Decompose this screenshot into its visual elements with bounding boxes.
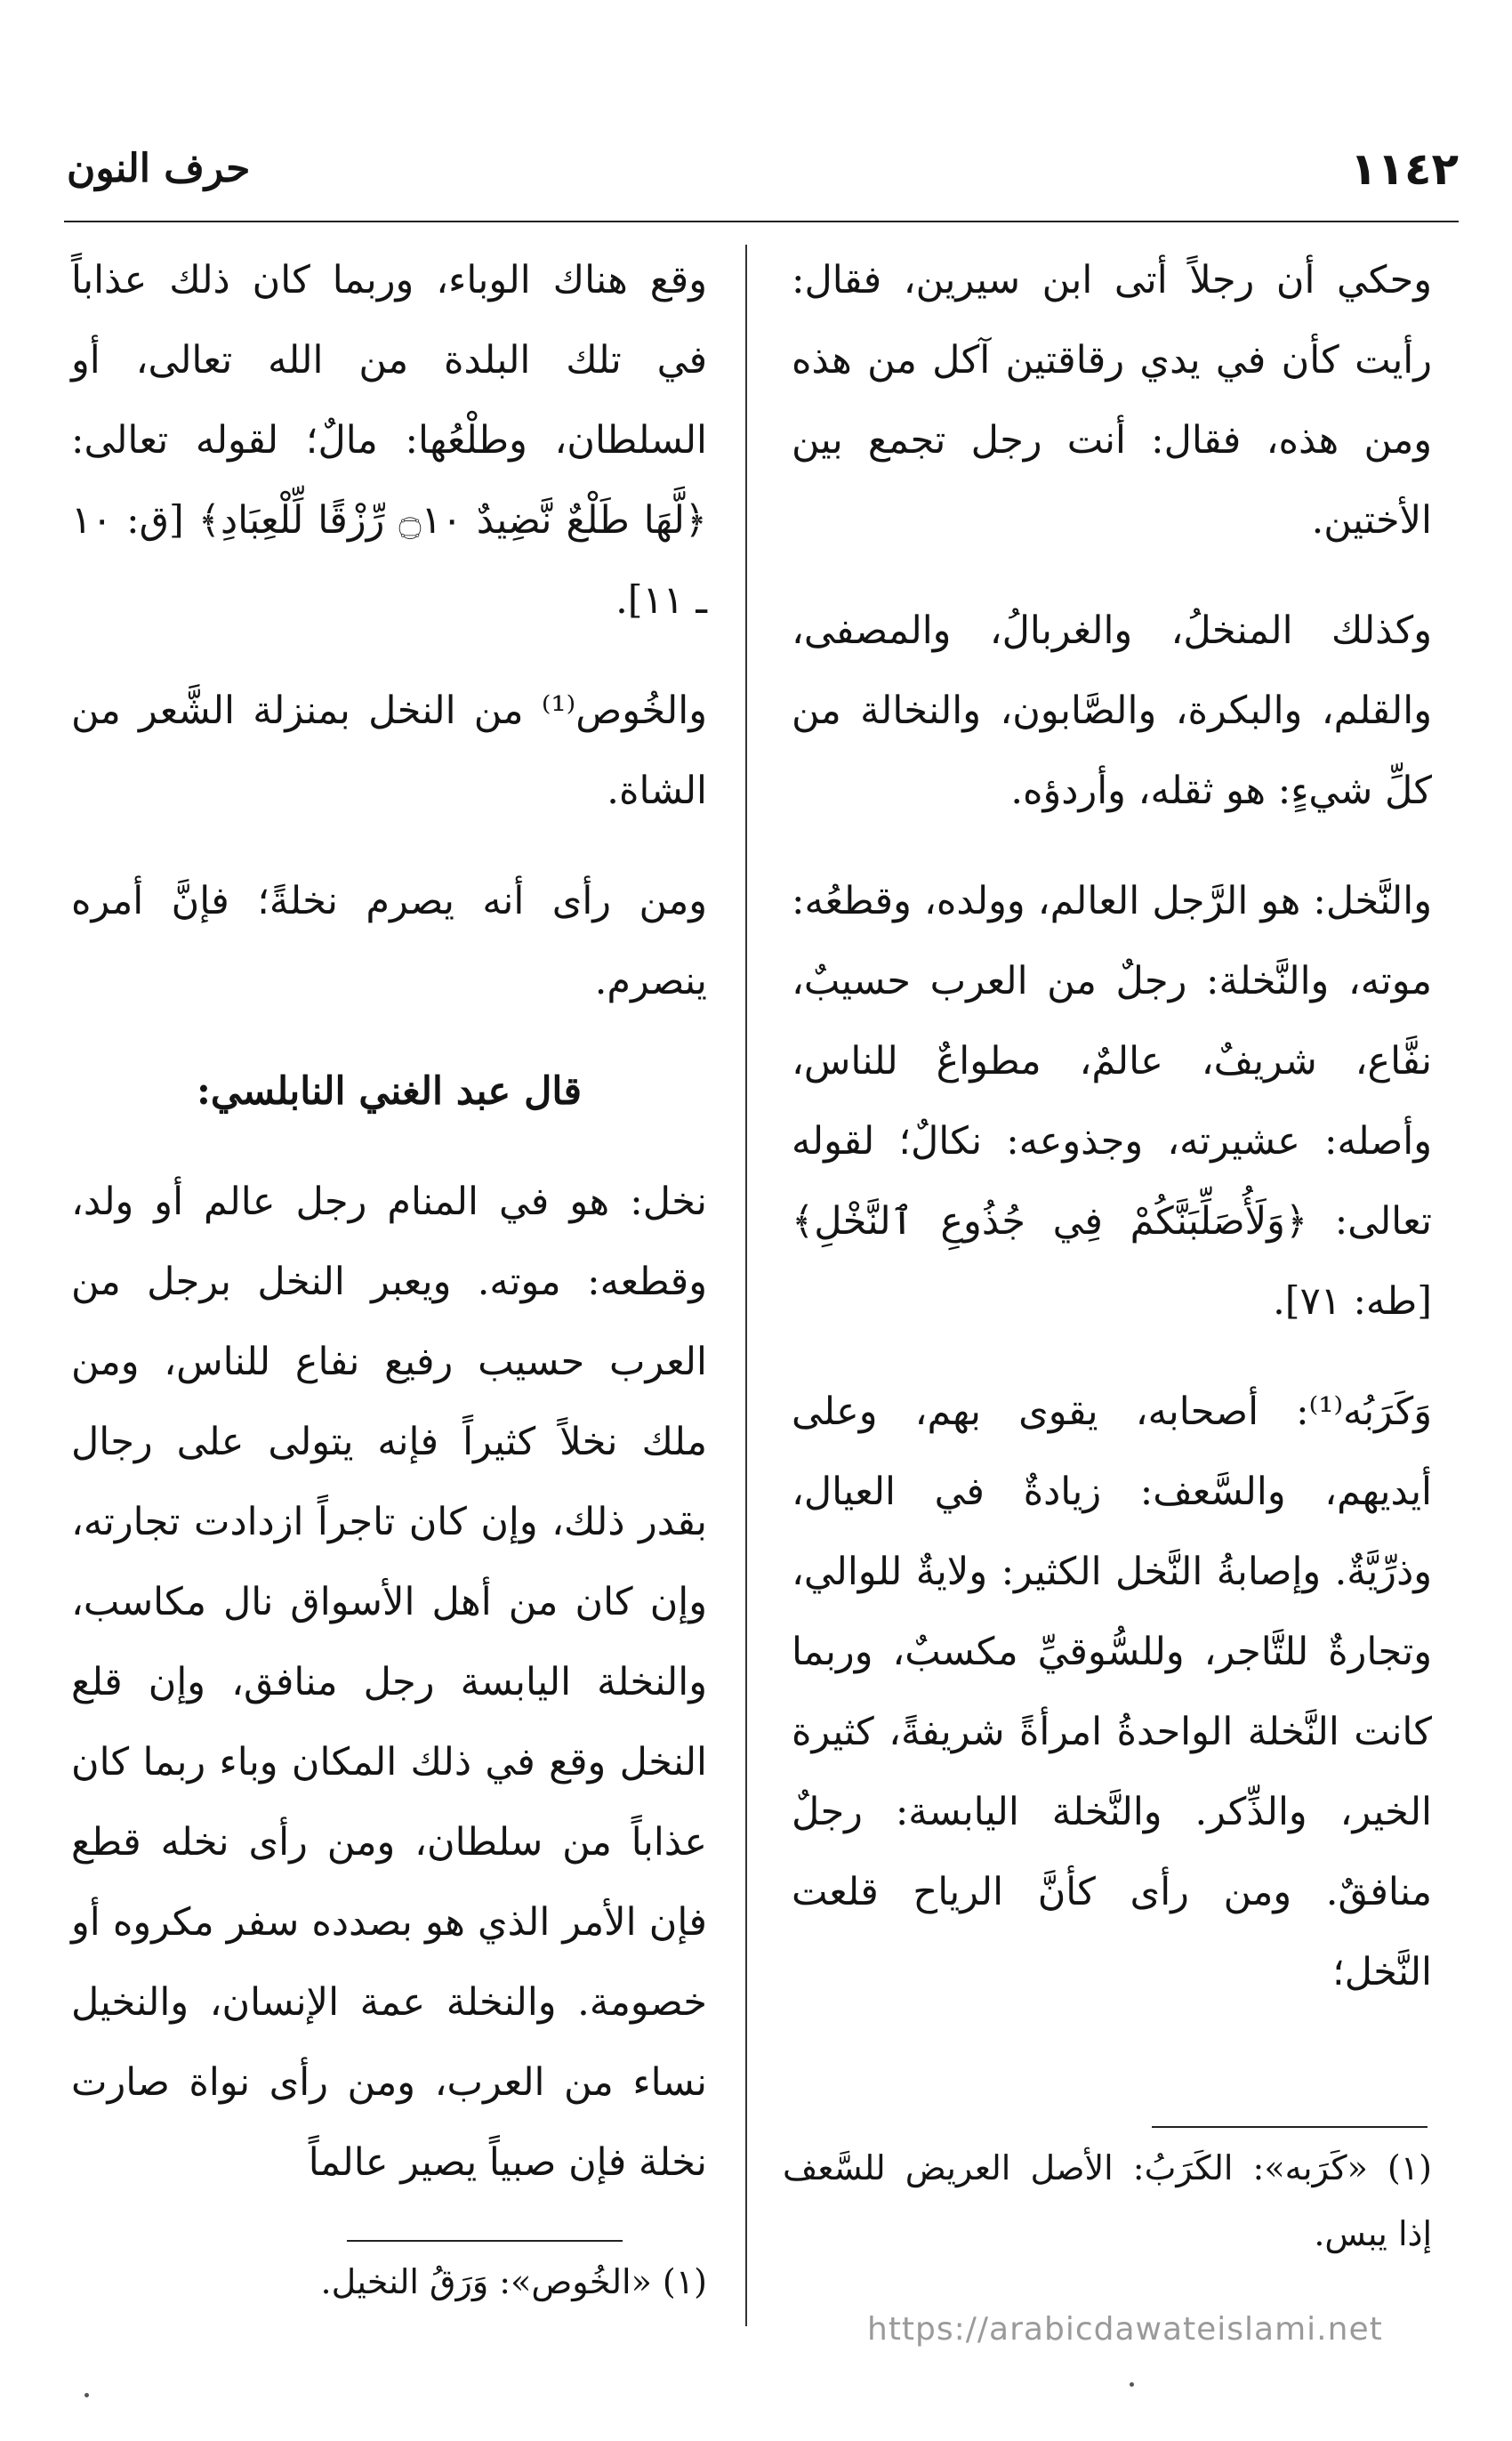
header-rule (64, 221, 1459, 222)
left-column (71, 240, 707, 2233)
paragraph: وكذلك المنخلُ، والغربالُ، والمصفى، والقلم، والبكرة، والصَّابون، والنخالة من كلِّ شيءٍ: هو ثقله، وأردؤه. (792, 608, 1432, 813)
paragraph: والنَّخل: هو الرَّجل العالم، وولده، وقطعُه: موته، والنَّخلة: رجلٌ من العرب حسيبٌ، نفَّاع، شريفٌ، عالمٌ، مطواعٌ للناس، وأصله: عشيرته، وجذوعه: نكالٌ؛ لقوله تعالى: ﴿وَلَأُصَلِّبَنَّكُمْ فِي جُذُوعِ ٱلنَّخْلِ﴾ [طه: ٧١]. (792, 879, 1432, 1324)
page-number: ١١٤٢ (1349, 143, 1459, 195)
watermark-url: https://arabicdawateislami.net (867, 2311, 1383, 2348)
footnote-rule (1152, 2126, 1428, 2128)
paragraph: نخل: هو في المنام رجل عالم أو ولد، وقطعه: موته. ويعبر النخل برجل من العرب حسيب رفيع نفاع للناس، ومن ملك نخلاً كثيراً فإنه يتولى على رجال بقدر ذلك، وإن كان تاجراً ازدادت تجارته، وإن كان من أهل الأسواق نال مكاسب، والنخلة اليابسة رجل منافق، وإن قلع النخل وقع في ذلك المكان وباء ربما كان عذاباً من سلطان، ومن رأى نخله قطع فإن الأمر الذي هو بصدده سفر مكروه أو خصومة. والنخلة عمة الإنسان، والنخيل نساء من العرب، ومن رأى نواة صارت نخلة فإن صبياً يصير عالماً (71, 1180, 707, 2185)
scan-speck (84, 2393, 89, 2397)
paragraph: وقع هناك الوباء، وربما كان ذلك عذاباً في تلك البلدة من الله تعالى، أو السلطان، وطلْعُها: مالٌ؛ لقوله تعالى: ﴿لَّهَا طَلْعٌ نَّضِيدٌ ۝١٠ رِّزْقًا لِّلْعِبَادِ﴾ [ق: ١٠ ـ ١١]. (71, 258, 707, 623)
paragraph: وحكي أن رجلاً أتى ابن سيرين، فقال: رأيت كأن في يدي رقاقتين آكل من هذه ومن هذه، فقال: أنت رجل تجمع بين الأختين. (792, 258, 1432, 543)
footnote-right: (١) «كَرَبه»: الكَرَبُ: الأصل العريض للسَّعف إذا يبس. (783, 2148, 1432, 2253)
scan-speck (1130, 2382, 1134, 2387)
section-title: حرف النون (67, 146, 251, 191)
paragraph: والخُوص⁽¹⁾ من النخل بمنزلة الشَّعر من الشاة. (71, 689, 707, 813)
footnote-left: (١) «الخُوص»: وَرَقُ النخيل. (320, 2262, 707, 2301)
paragraph: ومن رأى أنه يصرم نخلةً؛ فإنَّ أمره ينصرم. (71, 879, 707, 1003)
subheading: قال عبد الغني النابلسي: (196, 1069, 583, 1114)
paragraph: وَكَرَبُه⁽¹⁾: أصحابه، يقوى بهم، وعلى أيديهم، والسَّعف: زيادةٌ في العيال، وذرِّيَّةٌ. وإصابةُ النَّخل الكثير: ولايةٌ للوالي، وتجارةٌ للتَّاجر، وللسُّوقيِّ مكسبٌ، وربما كانت النَّخلة الواحدةُ امرأةً شريفةً، كثيرة الخير، والذِّكر. والنَّخلة اليابسة: رجلٌ منافقٌ. ومن رأى كأنَّ الرياح قلعت النَّخل؛ (792, 1390, 1432, 1994)
column-divider (745, 245, 747, 2326)
footnote-rule (347, 2240, 623, 2242)
right-column (792, 240, 1432, 2042)
